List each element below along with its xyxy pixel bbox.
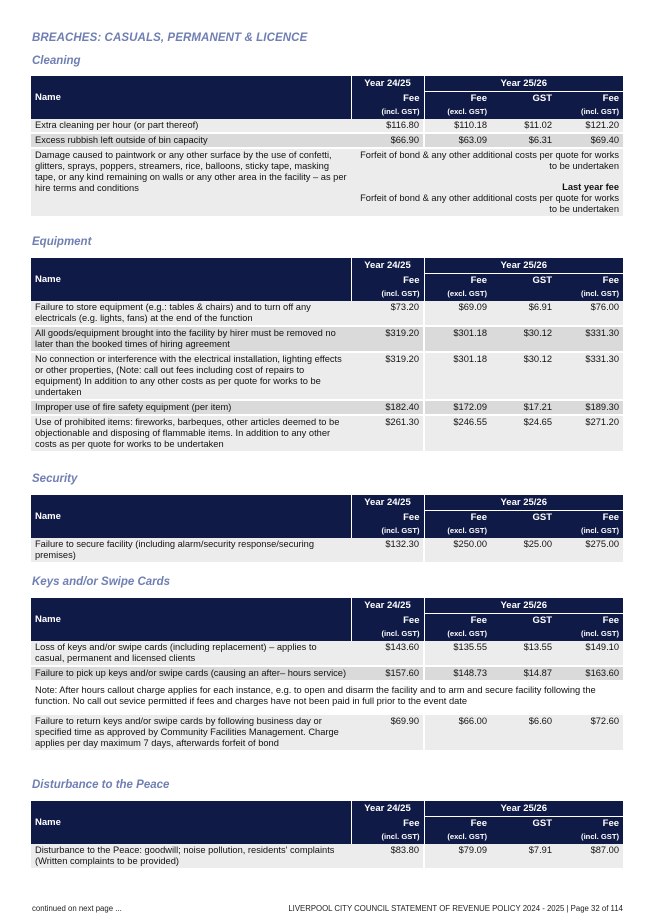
fee-prev-incl: $69.90 [351,714,424,751]
table-row [31,415,623,452]
fee-name: Failure to pick up keys and/or swipe cards (causing an after– hours service) [31,666,351,681]
table-row [31,352,623,400]
security-table [31,495,623,564]
fee-name: Failure to return keys and/or swipe cards by following business day or specified time as approved by Community Facilities Management. Charge applies per day maximum 7 days, afterwards forfeit of bond [31,714,351,751]
header-sub-excl: (excl. GST) [424,524,491,538]
fee-curr-gst: $7.91 [491,844,556,869]
fee-curr-excl: $172.09 [424,400,491,415]
header-fee-incl: Fee [556,274,623,288]
header-sub-gst [491,287,556,301]
header-sub-excl: (excl. GST) [424,627,491,641]
keys-table [31,598,623,752]
header-sub-incl: (incl. GST) [556,627,623,641]
fee-name: No connection or interference with the electrical installation, lighting effects or other properties, (Note: call out fees including cost of repairs to equipment) In addition to any other costs as per quote for works to be undertaken [31,352,351,400]
header-year-prev: Year 24/25 [351,76,424,92]
fee-prev-incl: $116.80 [351,119,424,133]
section-title-keys: Keys and/or Swipe Cards [32,576,171,588]
header-sub-gst [491,627,556,641]
section-title-peace: Disturbance to the Peace [32,779,170,791]
forfeit-text [351,148,623,217]
fee-curr-gst: $24.65 [491,415,556,452]
header-sub-incl: (incl. GST) [556,105,623,119]
table-row [31,844,623,869]
equipment-table [31,258,623,453]
table-row [31,641,623,666]
cleaning-table [31,76,623,218]
fee-curr-excl: $148.73 [424,666,491,681]
header-fee-prev: Fee [351,817,424,831]
fee-prev-incl: $132.30 [351,538,424,563]
fee-name: Use of prohibited items: fireworks, barbeques, other articles deemed to be objectionable and disposing of flammable items. In addition to any other costs as per quote for works to be undertaken [31,415,351,452]
table-row [31,133,623,148]
fee-prev-incl: $182.40 [351,400,424,415]
fee-prev-incl: $83.80 [351,844,424,869]
fee-curr-gst: $17.21 [491,400,556,415]
fee-curr-gst: $14.87 [491,666,556,681]
fee-curr-gst: $6.60 [491,714,556,751]
header-year-curr: Year 25/26 [424,495,623,511]
fee-curr-incl: $271.20 [556,415,623,452]
table-row [31,301,623,326]
table-row [31,400,623,415]
fee-prev-incl: $261.30 [351,415,424,452]
header-name: Name [31,258,351,301]
header-year-prev: Year 24/25 [351,598,424,614]
fee-curr-gst: $25.00 [491,538,556,563]
header-sub-incl-prev: (incl. GST) [351,287,424,301]
fee-curr-gst: $13.55 [491,641,556,666]
forfeit-last-year: Forfeit of bond & any other additional costs per quote for works to be undertaken [360,193,620,214]
section-title-equipment: Equipment [32,236,92,248]
section-title-security: Security [32,473,78,485]
fee-curr-excl: $301.18 [424,326,491,352]
fee-curr-gst: $6.91 [491,301,556,326]
footer-policy-page: LIVERPOOL CITY COUNCIL STATEMENT OF REVENUE POLICY 2024 - 2025 | Page 32 of 114 [288,904,623,913]
header-gst: GST [491,92,556,106]
fee-curr-excl: $79.09 [424,844,491,869]
fee-curr-excl: $63.09 [424,133,491,148]
header-gst: GST [491,817,556,831]
header-sub-incl: (incl. GST) [556,287,623,301]
header-year-curr: Year 25/26 [424,598,623,614]
header-sub-incl-prev: (incl. GST) [351,830,424,844]
fee-curr-incl: $76.00 [556,301,623,326]
fee-name: Excess rubbish left outside of bin capacity [31,133,351,148]
table-row [31,538,623,563]
peace-table [31,801,623,870]
table-row-special [31,148,623,217]
fee-curr-incl: $331.30 [556,326,623,352]
fee-prev-incl: $319.20 [351,326,424,352]
header-sub-incl: (incl. GST) [556,524,623,538]
header-fee-prev: Fee [351,511,424,525]
fee-curr-excl: $246.55 [424,415,491,452]
header-fee-incl: Fee [556,92,623,106]
header-sub-incl-prev: (incl. GST) [351,105,424,119]
forfeit-current: Forfeit of bond & any other additional costs per quote for works to be undertaken [360,150,620,171]
header-fee-excl: Fee [424,274,491,288]
fee-curr-gst: $6.31 [491,133,556,148]
table-row [31,714,623,751]
fee-curr-gst: $11.02 [491,119,556,133]
header-sub-gst [491,524,556,538]
fee-name: Disturbance to the Peace: goodwill; noise pollution, residents' complaints (Written complaints to be provided) [31,844,351,869]
header-sub-gst [491,105,556,119]
fee-name: Extra cleaning per hour (or part thereof) [31,119,351,133]
fee-curr-gst: $30.12 [491,352,556,400]
header-gst: GST [491,274,556,288]
fee-curr-excl: $66.00 [424,714,491,751]
table-row [31,326,623,352]
continued-note: continued on next page ... [32,904,122,913]
fee-prev-incl: $143.60 [351,641,424,666]
fee-curr-incl: $163.60 [556,666,623,681]
fee-curr-gst: $30.12 [491,326,556,352]
header-name: Name [31,76,351,119]
fee-curr-excl: $250.00 [424,538,491,563]
header-fee-prev: Fee [351,92,424,106]
fee-name: Failure to store equipment (e.g.: tables & chairs) and to turn off any electricals (e.g. lights, fans) at the end of the function [31,301,351,326]
fee-prev-incl: $319.20 [351,352,424,400]
fee-prev-incl: $66.90 [351,133,424,148]
fee-curr-incl: $69.40 [556,133,623,148]
table-row [31,119,623,133]
section-title-cleaning: Cleaning [32,55,81,67]
fee-curr-incl: $72.60 [556,714,623,751]
fee-curr-excl: $69.09 [424,301,491,326]
header-sub-excl: (excl. GST) [424,830,491,844]
header-fee-excl: Fee [424,511,491,525]
header-year-curr: Year 25/26 [424,801,623,817]
last-year-label: Last year fee [562,182,620,192]
fee-prev-incl: $73.20 [351,301,424,326]
fee-name: Improper use of fire safety equipment (per item) [31,400,351,415]
header-sub-gst [491,830,556,844]
header-fee-prev: Fee [351,614,424,628]
header-year-prev: Year 24/25 [351,495,424,511]
fee-curr-incl: $87.00 [556,844,623,869]
header-sub-incl-prev: (incl. GST) [351,524,424,538]
header-sub-incl: (incl. GST) [556,830,623,844]
fee-name: All goods/equipment brought into the facility by hirer must be removed no later than the booked times of hiring agreement [31,326,351,352]
header-fee-incl: Fee [556,614,623,628]
header-gst: GST [491,614,556,628]
header-gst: GST [491,511,556,525]
header-sub-excl: (excl. GST) [424,105,491,119]
header-fee-excl: Fee [424,92,491,106]
fee-curr-incl: $189.30 [556,400,623,415]
header-name: Name [31,495,351,538]
header-year-prev: Year 24/25 [351,258,424,274]
header-name: Name [31,801,351,844]
header-year-prev: Year 24/25 [351,801,424,817]
header-fee-incl: Fee [556,817,623,831]
header-sub-excl: (excl. GST) [424,287,491,301]
fee-name: Loss of keys and/or swipe cards (including replacement) – applies to casual, permanent and licensed clients [31,641,351,666]
header-year-curr: Year 25/26 [424,258,623,274]
table-row [31,666,623,681]
page-title: BREACHES: CASUALS, PERMANENT & LICENCE [32,32,308,44]
fee-name: Damage caused to paintwork or any other surface by the use of confetti, glitters, sprays, poppers, streamers, rice, balloons, sticky tape, masking tape, or any kind remaining on walls or any other area in the facility – as per hire terms and conditions [31,148,351,217]
fee-curr-incl: $331.30 [556,352,623,400]
callout-note: Note: After hours callout charge applies for each instance, e.g. to open and disarm the facility and to arm and secure facility following the function. No call out sevice permitted if fees and charges have not been paid in full prior to the event date [31,681,623,714]
fee-curr-excl: $110.18 [424,119,491,133]
header-year-curr: Year 25/26 [424,76,623,92]
fee-curr-excl: $135.55 [424,641,491,666]
header-fee-excl: Fee [424,817,491,831]
fee-curr-incl: $121.20 [556,119,623,133]
fee-curr-incl: $275.00 [556,538,623,563]
fee-curr-excl: $301.18 [424,352,491,400]
header-sub-incl-prev: (incl. GST) [351,627,424,641]
fee-name: Failure to secure facility (including alarm/security response/securing premises) [31,538,351,563]
fee-prev-incl: $157.60 [351,666,424,681]
header-name: Name [31,598,351,641]
fee-curr-incl: $149.10 [556,641,623,666]
header-fee-incl: Fee [556,511,623,525]
note-row [31,681,623,714]
header-fee-excl: Fee [424,614,491,628]
header-fee-prev: Fee [351,274,424,288]
